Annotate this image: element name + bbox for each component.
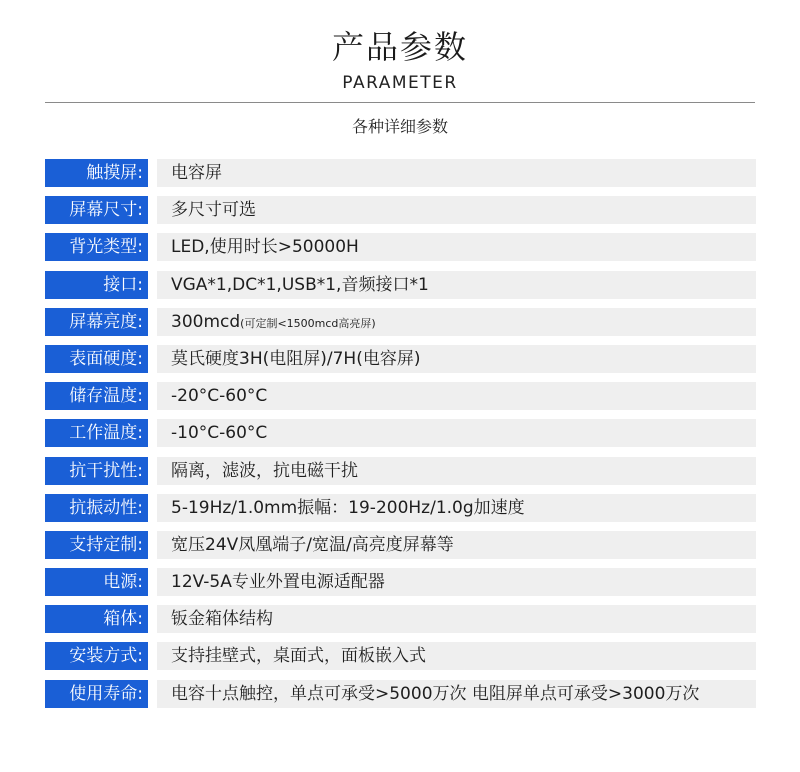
param-value: -10°C-60°C — [157, 419, 756, 447]
param-label: 支持定制: — [45, 531, 148, 559]
param-value: 12V-5A专业外置电源适配器 — [157, 568, 756, 596]
section-caption: 各种详细参数 — [351, 117, 448, 136]
param-value: 电容十点触控，单点可承受>5000万次 电阻屏单点可承受>3000万次 — [157, 680, 756, 708]
param-label: 接口: — [45, 271, 148, 299]
param-label: 使用寿命: — [45, 680, 148, 708]
param-row-operating-temp — [45, 419, 756, 447]
param-value: 多尺寸可选 — [157, 196, 756, 224]
param-row-brightness — [45, 308, 756, 336]
param-row-touchscreen — [45, 159, 756, 187]
param-label: 背光类型: — [45, 233, 148, 261]
param-row-mounting — [45, 642, 756, 670]
param-value-container — [157, 308, 756, 336]
param-row-enclosure — [45, 605, 756, 633]
param-label: 触摸屏: — [45, 159, 148, 187]
param-value: 300mcd — [171, 311, 241, 332]
param-row-anti-vibration — [45, 494, 756, 522]
param-value: 莫氏硬度3H(电阻屏)/7H(电容屏) — [157, 345, 756, 373]
param-value: 隔离，滤波，抗电磁干扰 — [157, 457, 756, 485]
param-value: 支持挂壁式，桌面式，面板嵌入式 — [157, 642, 756, 670]
page-title: 产品参数 — [331, 28, 468, 66]
parameter-list — [45, 159, 756, 717]
param-value: 宽压24V凤凰端子/宽温/高亮度屏幕等 — [157, 531, 756, 559]
param-label: 屏幕亮度: — [45, 308, 148, 336]
param-value: VGA*1,DC*1,USB*1,音频接口*1 — [157, 271, 756, 299]
param-label: 安装方式: — [45, 642, 148, 670]
param-value-note: (可定制<1500mcd高亮屏) — [240, 316, 376, 330]
param-row-anti-interference — [45, 457, 756, 485]
param-value: -20°C-60°C — [157, 382, 756, 410]
param-value: 电容屏 — [157, 159, 756, 187]
param-row-customization — [45, 531, 756, 559]
param-row-screen-size — [45, 196, 756, 224]
param-label: 储存温度: — [45, 382, 148, 410]
param-label: 屏幕尺寸: — [45, 196, 148, 224]
param-row-interfaces — [45, 271, 756, 299]
param-row-storage-temp — [45, 382, 756, 410]
param-label: 抗干扰性: — [45, 457, 148, 485]
param-label: 表面硬度: — [45, 345, 148, 373]
param-label: 工作温度: — [45, 419, 148, 447]
param-row-backlight — [45, 233, 756, 261]
param-value: 钣金箱体结构 — [157, 605, 756, 633]
param-value: LED,使用时长>50000H — [157, 233, 756, 261]
param-row-lifespan — [45, 680, 756, 708]
param-label: 抗振动性: — [45, 494, 148, 522]
param-value: 5-19Hz/1.0mm振幅：19-200Hz/1.0g加速度 — [157, 494, 756, 522]
param-label: 箱体: — [45, 605, 148, 633]
header-divider — [45, 102, 755, 103]
param-label: 电源: — [45, 568, 148, 596]
page-subtitle: PARAMETER — [342, 73, 458, 93]
param-row-power — [45, 568, 756, 596]
param-row-surface-hardness — [45, 345, 756, 373]
